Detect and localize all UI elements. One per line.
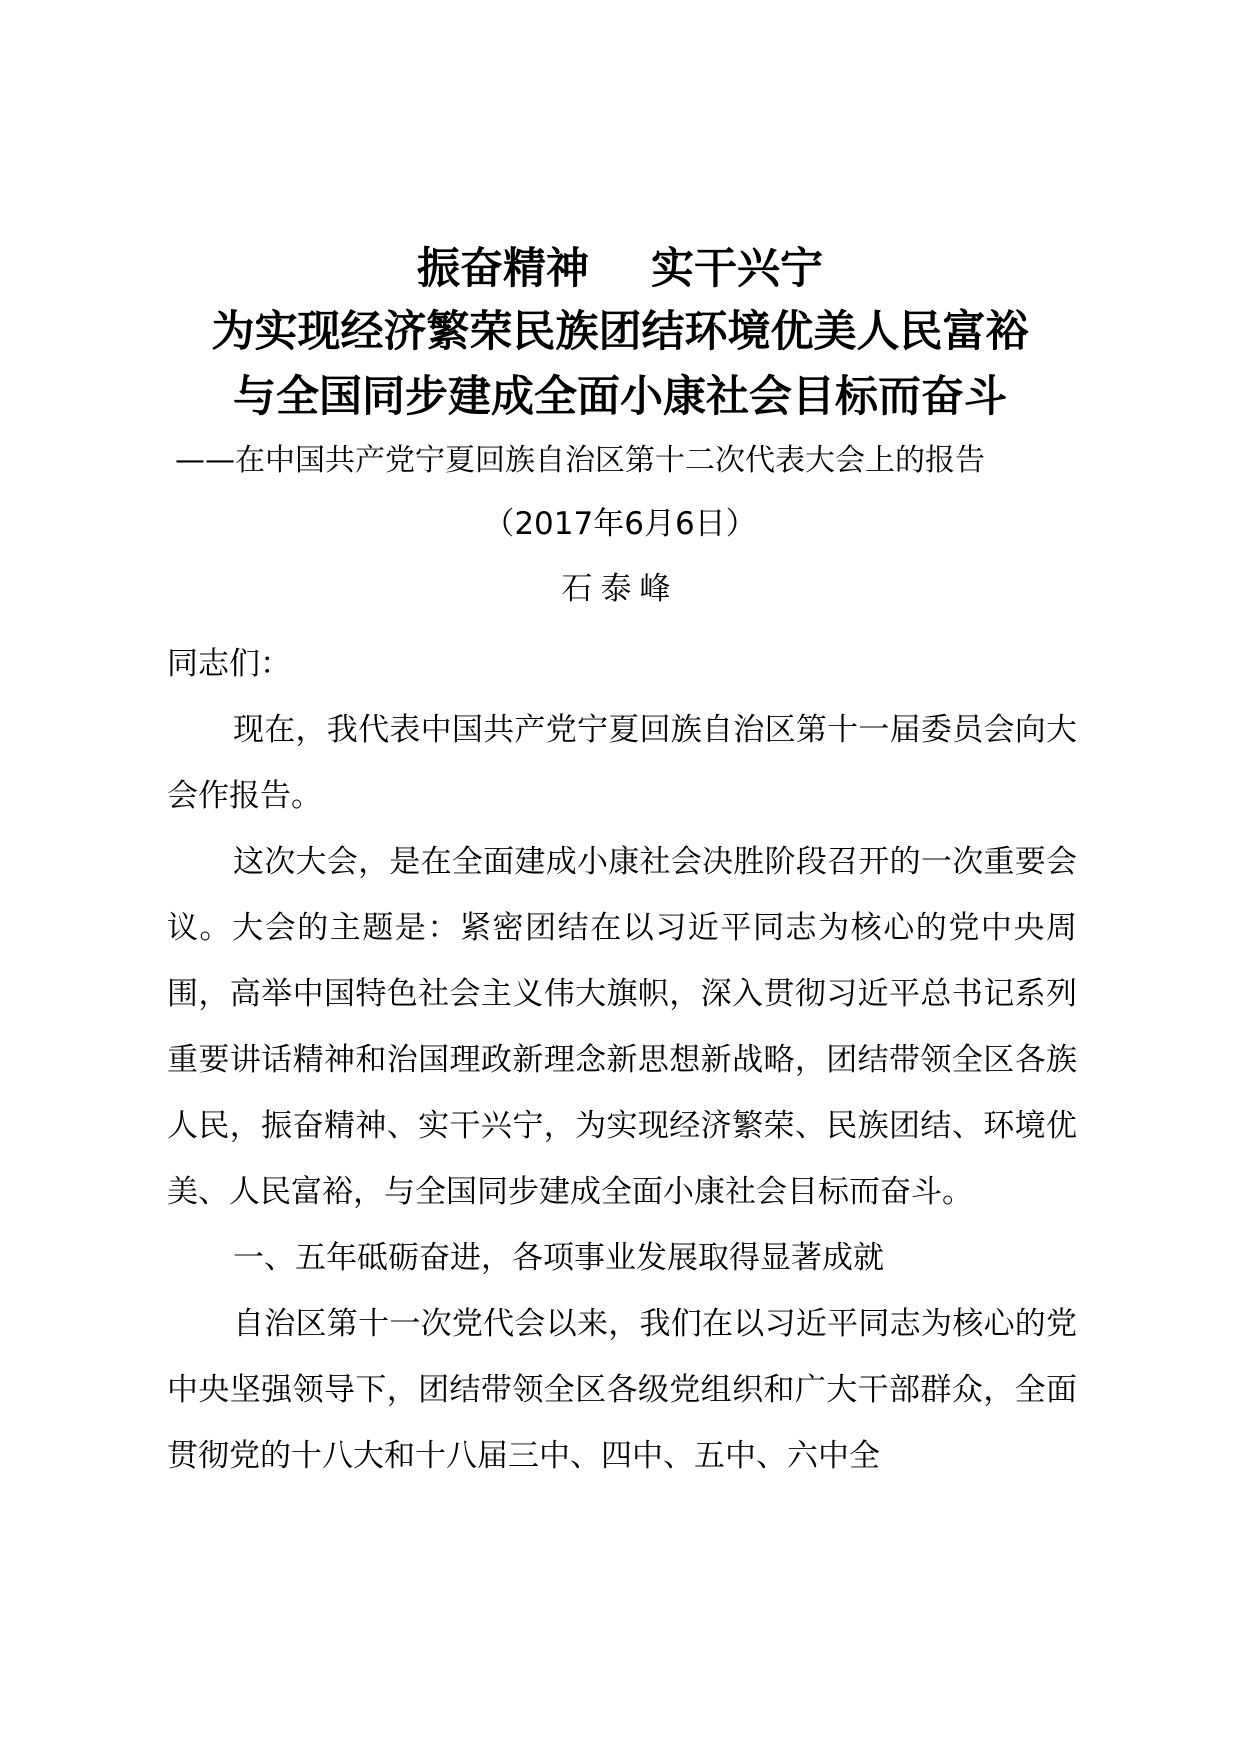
- section-heading: 一、五年砥砺奋进，各项事业发展取得显著成就: [233, 1240, 884, 1276]
- body-paragraph: 现在，我代表中国共产党宁夏回族自治区第十一届委员会向大会作报告。: [167, 712, 1077, 814]
- body-paragraph: 自治区第十一次党代会以来，我们在以习近平同志为核心的党中央坚强领导下，团结带领全区各级党组织和广大干部群众，全面贯彻党的十八大和十八届三中、四中、五中、六中全: [167, 1306, 1077, 1474]
- report-title-line-3: 与全国同步建成全面小康社会目标而奋斗: [233, 372, 1007, 422]
- body-paragraph: 这次大会，是在全面建成小康社会决胜阶段召开的一次重要会议。大会的主题是：紧密团结在以习近平同志为核心的党中央周围，高举中国特色社会主义伟大旗帜，深入贯彻习近平总书记系列重要讲话精神和治国理政新理念新思想新战略，团结带领全区各族人民，振奋精神、实干兴宁，为实现经济繁荣、民族团结、环境优美、人民富裕，与全国同步建成全面小康社会目标而奋斗。: [167, 844, 1077, 1210]
- report-subtitle: ——在中国共产党宁夏回族自治区第十二次代表大会上的报告: [175, 443, 985, 478]
- salutation: 同志们：: [167, 646, 291, 682]
- title-phrase-2: 实干兴宁: [651, 244, 823, 294]
- report-title-line-1: [0, 243, 1240, 295]
- report-title-line-2: 为实现经济繁荣民族团结环境优美人民富裕: [211, 307, 1029, 357]
- report-author: 石泰峰: [561, 571, 679, 607]
- report-body: [167, 631, 1077, 1489]
- report-date: （2017年6月6日）: [483, 506, 757, 542]
- title-phrase-1: 振奋精神: [417, 244, 589, 294]
